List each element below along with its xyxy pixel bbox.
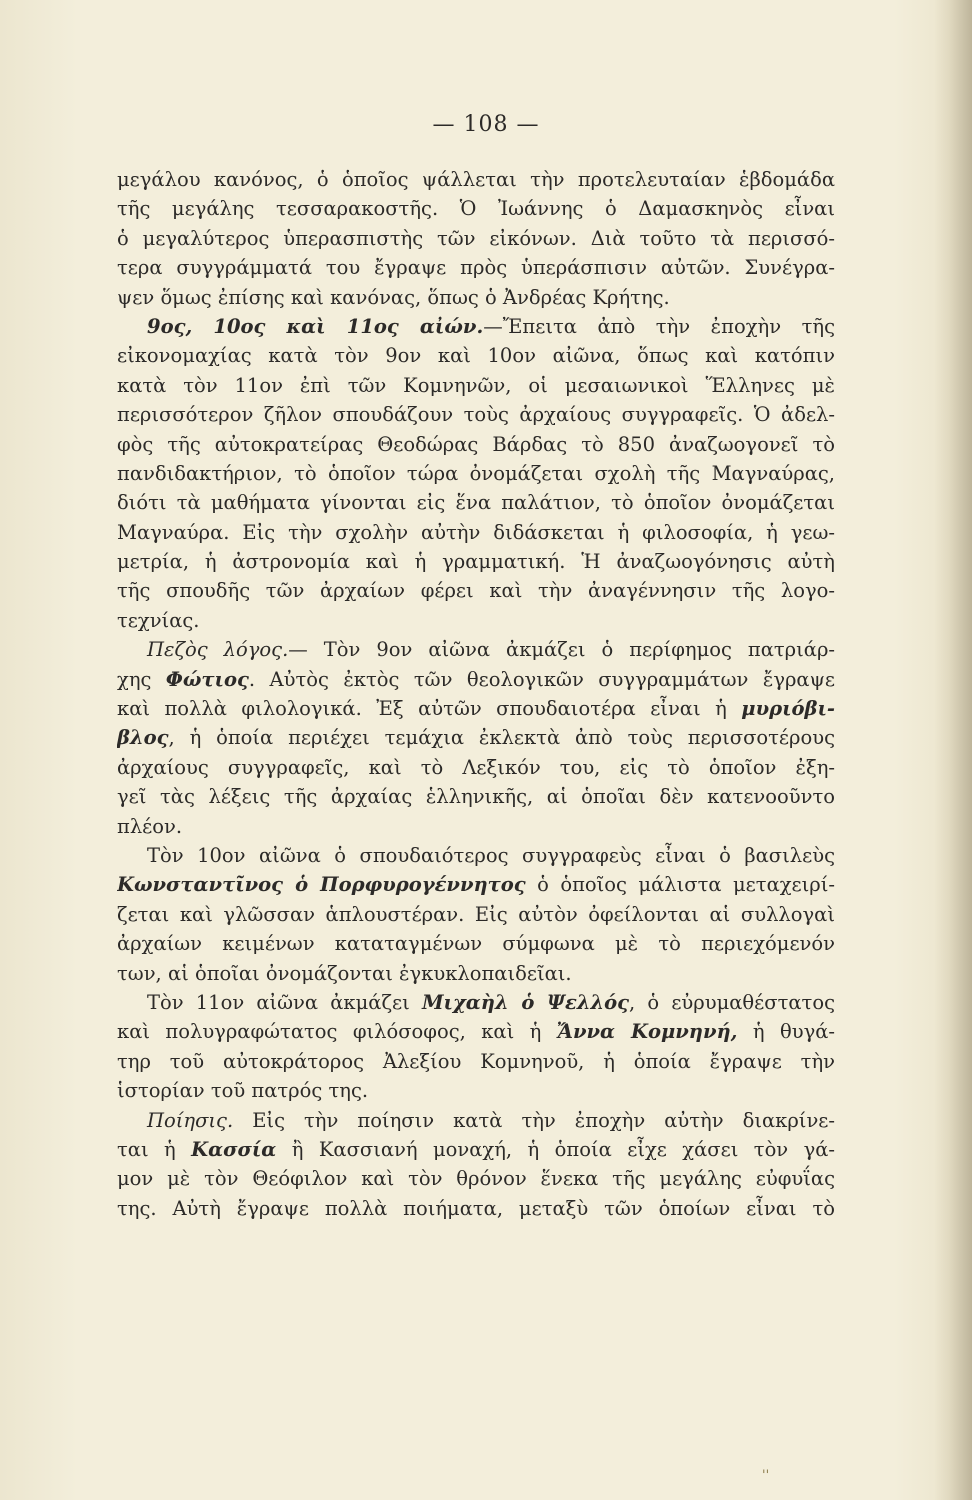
- text-run: εἰκονομαχίας κατὰ τὸν 9ον καὶ 10ον αἰῶνα, ὅπως καὶ κατόπιν: [117, 344, 835, 368]
- text-line: [117, 312, 835, 341]
- text-run: των, αἱ ὁποῖαι ὀνομάζονται ἐγκυκλοπαιδεῖαι.: [117, 961, 572, 985]
- text-run: ται ἡ: [117, 1137, 192, 1161]
- text-line: [117, 753, 835, 782]
- text-run: καὶ πολλὰ φιλολογικά. Ἐξ αὐτῶν σπουδαιοτέρα εἶναι ἡ: [117, 697, 742, 721]
- text-run: ψεν ὅμως ἐπίσης καὶ κανόνας, ὅπως ὁ Ἀνδρέας Κρήτης.: [117, 285, 670, 309]
- text-line: [117, 341, 835, 370]
- text-run: κατὰ τὸν 11ον ἐπὶ τῶν Κομνηνῶν, οἱ μεσαιωνικοὶ Ἕλληνες μὲ: [117, 373, 835, 397]
- text-run: διότι τὰ μαθήματα γίνονται εἰς ἕνα παλάτιον, τὸ ὁποῖον ὀνομάζεται: [117, 491, 835, 515]
- text-line: [117, 782, 835, 811]
- body-text: [117, 165, 835, 1223]
- emphasized-text: Κωνσταντῖνος ὁ Πορφυρογέννητος: [117, 873, 526, 897]
- text-run: μον μὲ τὸν Θεόφιλον καὶ τὸν θρόνον ἕνεκα τῆς μεγάλης εὐφυΐας: [117, 1167, 835, 1191]
- text-line: [117, 430, 835, 459]
- page-spine-shadow: [934, 0, 972, 1500]
- text-line: [117, 1017, 835, 1046]
- text-line: [117, 1194, 835, 1223]
- text-run: ἡ θυγά-: [737, 1020, 835, 1044]
- text-run: τερα συγγράμματά του ἔγραψε πρὸς ὑπεράσπισιν αὐτῶν. Συνέγρα-: [117, 256, 835, 280]
- text-run: —Ἔπειτα ἀπὸ τὴν ἐποχὴν τῆς: [483, 314, 835, 338]
- emphasized-text: Φώτιος: [165, 667, 249, 691]
- text-run: , ὁ εὐρυμαθέστατος: [629, 990, 835, 1014]
- text-line: [117, 283, 835, 312]
- text-run: ἀρχαίων κειμένων καταταγμένων σύμφωνα μὲ τὸ περιεχόμενόν: [117, 932, 835, 956]
- text-run: ἱστορίαν τοῦ πατρός της.: [117, 1079, 369, 1103]
- text-line: [117, 400, 835, 429]
- text-run: Εἰς τὴν ποίησιν κατὰ τὴν ἐποχὴν αὐτὴν διακρίνε-: [233, 1108, 835, 1132]
- emphasized-text: Μιχαὴλ ὁ Ψελλός: [421, 990, 630, 1014]
- text-line: [117, 547, 835, 576]
- text-run: — Τὸν 9ον αἰῶνα ἀκμάζει ὁ περίφημος πατριάρ-: [288, 638, 835, 662]
- text-run: Τὸν 10ον αἰῶνα ὁ σπουδαιότερος συγγραφεὺς εἶναι ὁ βασιλεὺς: [147, 843, 835, 867]
- text-run: μετρία, ἡ ἀστρονομία καὶ ἡ γραμματική. Ἡ ἀναζωογόνησις αὐτὴ: [117, 550, 835, 574]
- emphasized-text: Ποίησις.: [147, 1108, 234, 1132]
- text-line: [117, 959, 835, 988]
- text-run: καὶ πολυγραφώτατος φιλόσοφος, καὶ ἡ: [117, 1020, 557, 1044]
- text-line: [117, 665, 835, 694]
- text-line: [117, 606, 835, 635]
- text-run: τῆς σπουδῆς τῶν ἀρχαίων φέρει καὶ τὴν ἀναγέννησιν τῆς λογο-: [117, 579, 835, 603]
- text-line: [117, 253, 835, 282]
- text-line: [117, 488, 835, 517]
- text-line: [117, 165, 835, 194]
- text-run: πλέον.: [117, 814, 183, 838]
- text-run: φὸς τῆς αὐτοκρατείρας Θεοδώρας Βάρδας τὸ 850 ἀναζωογονεῖ τὸ: [117, 432, 835, 456]
- text-run: πανδιδακτήριον, τὸ ὁποῖον τώρα ὀνομάζεται σχολὴ τῆς Μαγναύρας,: [117, 461, 835, 485]
- text-line: [117, 694, 835, 723]
- emphasized-text: μυριόβι-: [741, 697, 835, 721]
- text-run: ὁ ὁποῖος μάλιστα μεταχειρί-: [525, 873, 835, 897]
- text-run: . Αὐτὸς ἐκτὸς τῶν θεολογικῶν συγγραμμάτων ἔγραψε: [248, 667, 835, 691]
- text-run: ἢ Κασσιανή μοναχή, ἡ ὁποία εἶχε χάσει τὸν γά-: [276, 1137, 835, 1161]
- text-line: [117, 371, 835, 400]
- text-run: μεγάλου κανόνος, ὁ ὁποῖος ψάλλεται τὴν προτελευταίαν ἑβδομάδα: [117, 168, 835, 191]
- text-run: Τὸν 11ον αἰῶνα ἀκμάζει: [147, 990, 422, 1014]
- text-run: γεῖ τὰς λέξεις τῆς ἀρχαίας ἑλληνικῆς, αἱ ὁποῖαι δὲν κατενοοῦντο: [117, 785, 835, 809]
- text-run: τεχνίας.: [117, 608, 200, 632]
- emphasized-text: Κασσία: [191, 1137, 277, 1161]
- text-run: ὁ μεγαλύτερος ὑπερασπιστὴς τῶν εἰκόνων. Διὰ τοῦτο τὰ περισσό-: [117, 226, 835, 250]
- text-line: [117, 841, 835, 870]
- text-line: [117, 194, 835, 223]
- paper-mark: '': [762, 1468, 770, 1483]
- text-run: περισσότερον ζῆλον σπουδάζουν τοὺς ἀρχαίους συγγραφεῖς. Ὁ ἀδελ-: [117, 403, 835, 427]
- text-line: [117, 870, 835, 899]
- text-run: τηρ τοῦ αὐτοκράτορος Ἀλεξίου Κομνηνοῦ, ἡ ὁποία ἔγραψε τὴν: [117, 1049, 835, 1073]
- text-line: [117, 900, 835, 929]
- text-run: ἀρχαίους συγγραφεῖς, καὶ τὸ Λεξικόν του, εἰς τὸ ὁποῖον ἐξη-: [117, 755, 835, 779]
- text-line: [117, 518, 835, 547]
- text-line: [117, 1164, 835, 1193]
- text-line: [117, 224, 835, 253]
- text-run: Μαγναύρα. Εἰς τὴν σχολὴν αὐτὴν διδάσκεται ἡ φιλοσοφία, ἡ γεω-: [117, 520, 835, 544]
- emphasized-text: βλος: [117, 726, 169, 750]
- text-line: [117, 1106, 835, 1135]
- text-run: τῆς μεγάλης τεσσαρακοστῆς. Ὁ Ἰωάννης ὁ Δαμασκηνὸς εἶναι: [117, 197, 835, 221]
- text-line: [117, 812, 835, 841]
- text-run: , ἡ ὁποία περιέχει τεμάχια ἐκλεκτὰ ἀπὸ τοὺς περισσοτέρους: [168, 726, 835, 750]
- text-line: [117, 988, 835, 1017]
- text-run: της. Αὐτὴ ἔγραψε πολλὰ ποιήματα, μεταξὺ τῶν ὁποίων εἶναι τὸ: [117, 1196, 835, 1220]
- emphasized-text: Πεζὸς λόγος.: [147, 638, 289, 662]
- text-line: [117, 723, 835, 752]
- text-line: [117, 459, 835, 488]
- emphasized-text: Ἄννα Κομνηνή,: [556, 1020, 738, 1044]
- text-line: [117, 1135, 835, 1164]
- emphasized-text: 9ος, 10ος καὶ 11ος αἰών.: [147, 314, 484, 338]
- text-run: χης: [117, 667, 166, 691]
- text-run: ζεται καὶ γλῶσσαν ἁπλουστέραν. Εἰς αὐτὸν ὀφείλονται αἱ συλλογαὶ: [117, 902, 835, 926]
- text-line: [117, 635, 835, 664]
- text-line: [117, 929, 835, 958]
- text-line: [117, 1047, 835, 1076]
- page-number: — 108 —: [432, 112, 540, 137]
- text-line: [117, 576, 835, 605]
- text-line: [117, 1076, 835, 1105]
